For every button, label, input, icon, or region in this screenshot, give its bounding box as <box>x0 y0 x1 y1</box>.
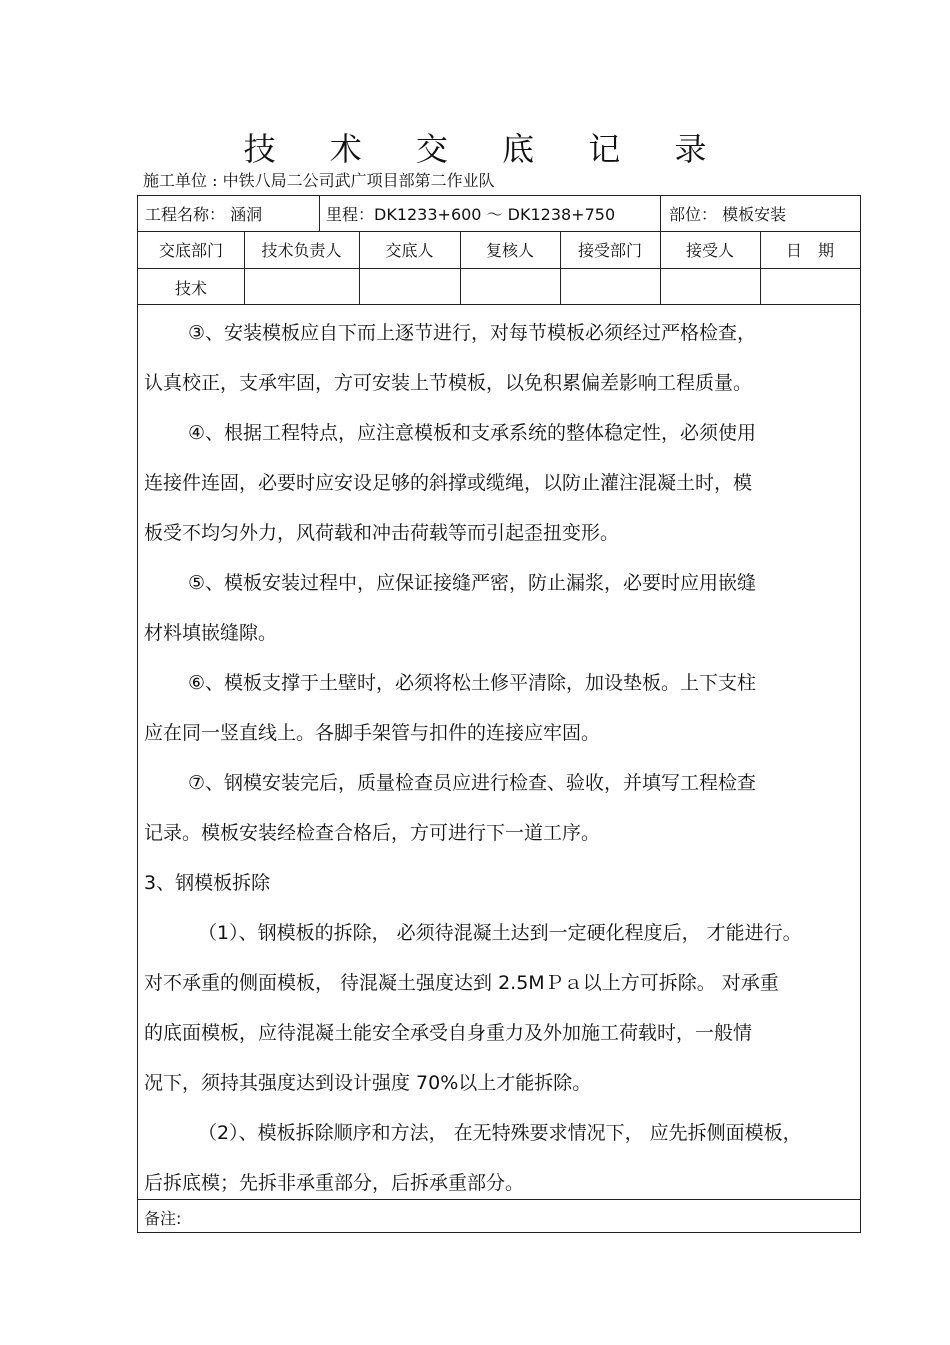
text-line: ③、安装模板应自下而上逐节进行，对每节模板必须经过严格检查， <box>188 322 757 344</box>
column-divider <box>660 196 661 231</box>
text-line: 应在同一竖直线上。各脚手架管与扣件的连接应牢固。 <box>144 722 601 744</box>
text-line: 材料填嵌缝隙。 <box>144 622 278 644</box>
section-heading: 3、钢模板拆除 <box>144 872 271 894</box>
row-divider <box>138 268 860 269</box>
text-line: （2）、模板拆除顺序和方法， 在无特殊要求情况下， 应先拆侧面模板， <box>198 1122 802 1144</box>
text-line: 后拆底模；先拆非承重部分，后拆承重部分。 <box>144 1172 525 1194</box>
text-line: 记录。模板安装经检查合格后，方可进行下一道工序。 <box>144 822 601 844</box>
remark-label: 备注: <box>144 1209 182 1228</box>
project-name: 工程名称： 涵洞 <box>145 205 263 224</box>
row-divider <box>138 1199 860 1200</box>
column-header: 交底部门 <box>158 241 223 260</box>
document-title: 技 术 交 底 记 录 <box>243 130 729 168</box>
text-line: 认真校正，支承牢固，方可安装上节模板，以免积累偏差影响工程质量。 <box>144 372 753 394</box>
work-location: 部位： 模板安装 <box>669 205 787 224</box>
text-line: ⑦、钢模安装完后，质量检查员应进行检查、验收，并填写工程检查 <box>188 772 757 794</box>
text-line: ⑥、模板支撑于土壁时，必须将松土修平清除，加设垫板。上下支柱 <box>188 672 757 694</box>
column-header: 交底人 <box>385 241 434 260</box>
row-divider <box>138 304 860 305</box>
text-line: 板受不均匀外力，风荷载和冲击荷载等而引起歪扭变形。 <box>144 522 620 544</box>
mileage: 里程：DK1233+600 ～ DK1238+750 <box>326 205 616 224</box>
text-line: ⑤、模板安装过程中，应保证接缝严密，防止漏浆，必要时应用嵌缝 <box>188 572 757 594</box>
row-divider <box>138 231 860 232</box>
text-line: （1）、钢模板的拆除， 必须待混凝土达到一定硬化程度后， 才能进行。 <box>198 922 802 944</box>
text-line: ④、根据工程特点，应注意模板和支承系统的整体稳定性，必须使用 <box>188 422 757 444</box>
table-cell: 技术 <box>174 279 207 298</box>
column-divider <box>319 196 320 231</box>
column-header: 接受部门 <box>577 241 642 260</box>
text-line: 连接件连固，必要时应安设足够的斜撑或缆绳，以防止灌注混凝土时，模 <box>144 472 753 494</box>
text-line: 的底面模板，应待混凝土能安全承受自身重力及外加施工荷载时，一般情 <box>144 1022 753 1044</box>
column-header: 接受人 <box>685 241 734 260</box>
construction-unit: 施工单位 : 中铁八局二公司武广项目部第二作业队 <box>143 171 495 190</box>
column-header: 复核人 <box>485 241 534 260</box>
text-line: 对不承重的侧面模板， 待混凝土强度达到 2.5MＰａ以上方可拆除。 对承重 <box>144 972 779 994</box>
column-header: 日 期 <box>785 241 834 260</box>
record-table <box>137 195 861 1233</box>
column-header: 技术负责人 <box>261 241 342 260</box>
text-line: 况下，须持其强度达到设计强度 70%以上才能拆除。 <box>144 1072 592 1094</box>
